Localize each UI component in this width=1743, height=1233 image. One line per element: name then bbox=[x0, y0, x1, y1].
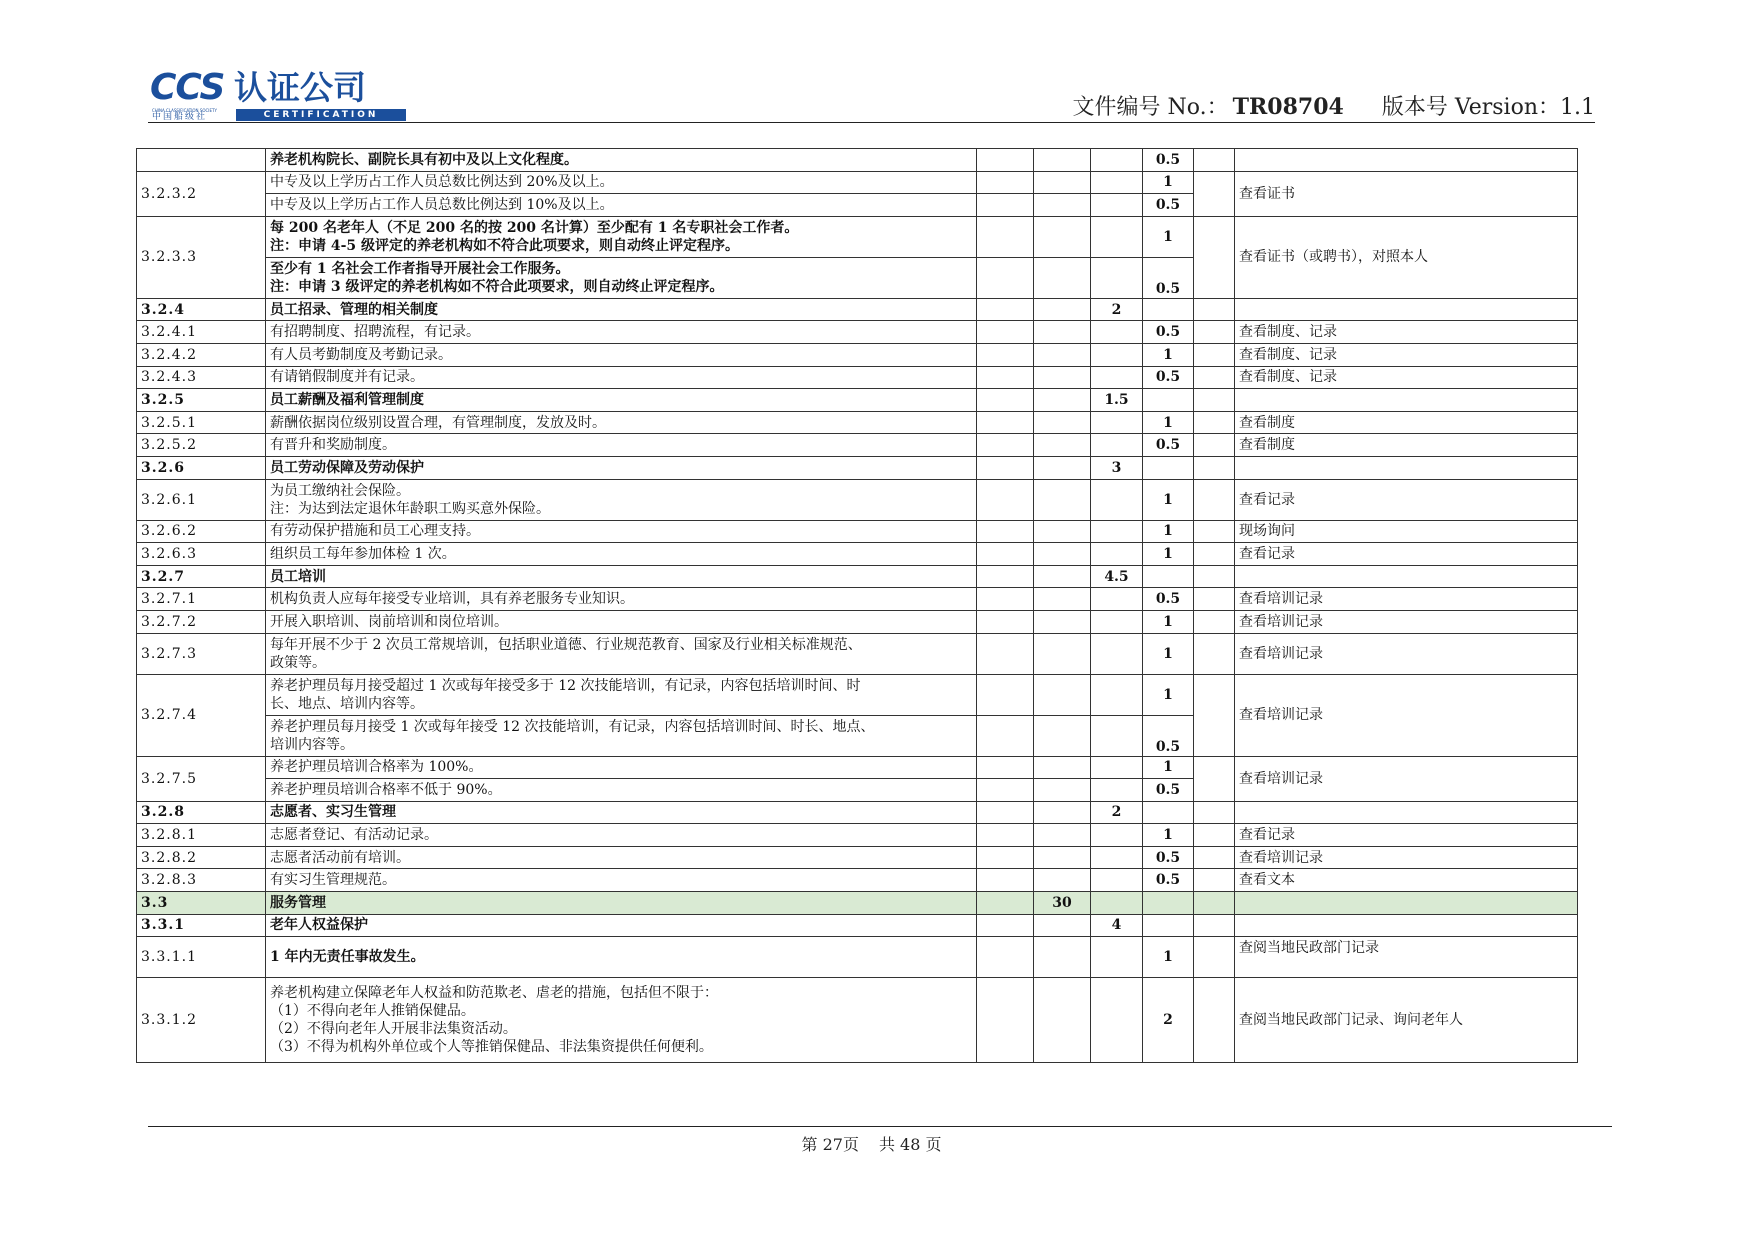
row-item: 有劳动保护措施和员工心理支持。 bbox=[266, 520, 977, 543]
row-method: 查看制度、记录 bbox=[1235, 343, 1578, 366]
row-item bbox=[266, 715, 977, 756]
row-score: 0.5 bbox=[1143, 257, 1194, 298]
row-item-line: 养老护理员每月接受 1 次或每年接受 12 次技能培训，有记录，内容包括培训时间、时长、地点、 bbox=[270, 718, 875, 735]
row-item-line: 至少有 1 名社会工作者指导开展社会工作服务。 bbox=[270, 260, 570, 277]
row-item: 员工劳动保障及劳动保护 bbox=[266, 456, 977, 479]
row-score: 1 bbox=[1143, 520, 1194, 543]
row-subtotal: 4.5 bbox=[1091, 565, 1143, 588]
row-item: 员工招录、管理的相关制度 bbox=[266, 298, 977, 321]
row-item: 志愿者活动前有培训。 bbox=[266, 846, 977, 869]
row-code: 3.2.5 bbox=[137, 389, 266, 412]
row-item: 有人员考勤制度及考勤记录。 bbox=[266, 343, 977, 366]
logo-subtitle-cn: 中国船级社 bbox=[152, 112, 208, 122]
row-code: 3.2.8.1 bbox=[137, 824, 266, 847]
row-method: 查看培训记录 bbox=[1235, 756, 1578, 801]
row-item: 有实习生管理规范。 bbox=[266, 869, 977, 892]
logo-ccs-text: CCS bbox=[150, 67, 225, 108]
row-item: 有晋升和奖励制度。 bbox=[266, 434, 977, 457]
row-subtotal: 4 bbox=[1091, 914, 1143, 937]
table-row-section bbox=[137, 565, 1578, 588]
table-row bbox=[137, 520, 1578, 543]
row-method: 查阅当地民政部门记录、询问老年人 bbox=[1235, 978, 1578, 1063]
table-row-section bbox=[137, 298, 1578, 321]
row-item: 有招聘制度、招聘流程，有记录。 bbox=[266, 321, 977, 344]
row-code: 3.2.6.1 bbox=[137, 479, 266, 520]
row-score: 1 bbox=[1143, 610, 1194, 633]
row-item bbox=[266, 479, 977, 520]
row-item: 员工培训 bbox=[266, 565, 977, 588]
row-item-line: 养老护理员每月接受超过 1 次或每年接受多于 12 次技能培训，有记录，内容包括培训时间、时 bbox=[270, 677, 861, 694]
row-code: 3.2.8 bbox=[137, 801, 266, 824]
row-score: 1 bbox=[1143, 343, 1194, 366]
row-score: 0.5 bbox=[1143, 149, 1194, 172]
row-score: 1 bbox=[1143, 674, 1194, 715]
document-meta bbox=[1073, 90, 1595, 121]
footer-divider bbox=[148, 1126, 1612, 1127]
table-row bbox=[137, 978, 1578, 1063]
row-code: 3.2.4.3 bbox=[137, 366, 266, 389]
row-code: 3.2.7.1 bbox=[137, 588, 266, 611]
row-code: 3.2.4.2 bbox=[137, 343, 266, 366]
page-footer bbox=[0, 1132, 1743, 1155]
table-row bbox=[137, 171, 1578, 194]
row-score: 1 bbox=[1143, 543, 1194, 566]
row-score: 0.5 bbox=[1143, 869, 1194, 892]
row-score: 0.5 bbox=[1143, 434, 1194, 457]
version-number: 1.1 bbox=[1560, 95, 1595, 120]
row-method: 查看记录 bbox=[1235, 824, 1578, 847]
logo-company-name: 认证公司 bbox=[234, 68, 366, 107]
table-row bbox=[137, 321, 1578, 344]
table-row bbox=[137, 633, 1578, 674]
row-method: 查看制度、记录 bbox=[1235, 366, 1578, 389]
row-code: 3.3.1.2 bbox=[137, 978, 266, 1063]
row-method bbox=[1235, 149, 1578, 172]
table-row bbox=[137, 674, 1578, 715]
row-item-line: 养老机构建立保障老年人权益和防范欺老、虐老的措施，包括但不限于： bbox=[270, 985, 718, 1002]
row-item: 老年人权益保护 bbox=[266, 914, 977, 937]
row-item-note: 注：为达到法定退休年龄职工购买意外保险。 bbox=[270, 500, 550, 517]
doc-number: TR08704 bbox=[1232, 94, 1344, 120]
logo-certification-bar: CERTIFICATION bbox=[236, 109, 406, 121]
logo-subtitle-en: CHINA CLASSIFICATION SOCIETY bbox=[152, 108, 217, 113]
row-item-line: 每年开展不少于 2 次员工常规培训，包括职业道德、行业规范教育、国家及行业相关标准规范、 bbox=[270, 636, 862, 653]
row-method: 查看记录 bbox=[1235, 479, 1578, 520]
row-score: 1 bbox=[1143, 411, 1194, 434]
row-item bbox=[266, 257, 977, 298]
row-code: 3.2.5.2 bbox=[137, 434, 266, 457]
table-row-section bbox=[137, 456, 1578, 479]
table-row bbox=[137, 434, 1578, 457]
row-code: 3.2.7.2 bbox=[137, 610, 266, 633]
row-code: 3.2.8.3 bbox=[137, 869, 266, 892]
row-code: 3.2.7.3 bbox=[137, 633, 266, 674]
row-subtotal: 1.5 bbox=[1091, 389, 1143, 412]
row-item: 服务管理 bbox=[266, 892, 977, 915]
row-item-line: （1）不得向老年人推销保健品。 bbox=[270, 1003, 475, 1020]
table-row-chapter bbox=[137, 892, 1578, 915]
table-row bbox=[137, 216, 1578, 257]
table-row-section bbox=[137, 389, 1578, 412]
table-row bbox=[137, 937, 1578, 978]
row-item: 机构负责人应每年接受专业培训，具有养老服务专业知识。 bbox=[266, 588, 977, 611]
table-row bbox=[137, 824, 1578, 847]
table-row-section bbox=[137, 914, 1578, 937]
row-method: 查看文本 bbox=[1235, 869, 1578, 892]
row-item: 员工薪酬及福利管理制度 bbox=[266, 389, 977, 412]
row-item-line: 长、地点、培训内容等。 bbox=[270, 695, 424, 712]
row-item-line: 政策等。 bbox=[270, 654, 326, 671]
row-code: 3.2.6.3 bbox=[137, 543, 266, 566]
row-item bbox=[266, 978, 977, 1063]
row-item-note: 注：申请 4-5 级评定的养老机构如不符合此项要求，则自动终止评定程序。 bbox=[270, 237, 740, 254]
row-item-note: 注：申请 3 级评定的养老机构如不符合此项要求，则自动终止评定程序。 bbox=[270, 278, 724, 295]
row-item bbox=[266, 216, 977, 257]
row-code: 3.2.4.1 bbox=[137, 321, 266, 344]
row-item-line: 为员工缴纳社会保险。 bbox=[270, 482, 410, 499]
row-method: 查看培训记录 bbox=[1235, 610, 1578, 633]
row-code: 3.2.7.5 bbox=[137, 756, 266, 801]
row-item: 1 年内无责任事故发生。 bbox=[266, 937, 977, 978]
row-method: 查看制度 bbox=[1235, 434, 1578, 457]
row-score: 0.5 bbox=[1143, 846, 1194, 869]
row-subtotal: 2 bbox=[1091, 298, 1143, 321]
row-item-line: 培训内容等。 bbox=[270, 736, 354, 753]
row-method: 查看制度 bbox=[1235, 411, 1578, 434]
table-row bbox=[137, 543, 1578, 566]
ccs-logo bbox=[150, 68, 410, 120]
row-code: 3.2.6.2 bbox=[137, 520, 266, 543]
table-row bbox=[137, 149, 1578, 172]
row-score: 1 bbox=[1143, 937, 1194, 978]
version-label: 版本号 Version： bbox=[1381, 95, 1560, 120]
row-code bbox=[137, 149, 266, 172]
row-score: 0.5 bbox=[1143, 588, 1194, 611]
row-score: 0.5 bbox=[1143, 194, 1194, 217]
row-item: 养老护理员培训合格率为 100%。 bbox=[266, 756, 977, 779]
row-score: 0.5 bbox=[1143, 321, 1194, 344]
row-item: 中专及以上学历占工作人员总数比例达到 20%及以上。 bbox=[266, 171, 977, 194]
row-method: 查看制度、记录 bbox=[1235, 321, 1578, 344]
row-item-line: 每 200 名老年人（不足 200 名的按 200 名计算）至少配有 1 名专职社会工作者。 bbox=[270, 219, 799, 236]
table-row bbox=[137, 411, 1578, 434]
row-code: 3.2.7.4 bbox=[137, 674, 266, 756]
table-row bbox=[137, 588, 1578, 611]
row-item: 志愿者、实习生管理 bbox=[266, 801, 977, 824]
row-code: 3.2.4 bbox=[137, 298, 266, 321]
row-item: 养老机构院长、副院长具有初中及以上文化程度。 bbox=[266, 149, 977, 172]
row-method: 查看证书（或聘书），对照本人 bbox=[1235, 216, 1578, 298]
table-row bbox=[137, 869, 1578, 892]
page-number: 第 27页 bbox=[801, 1135, 859, 1154]
row-score: 1 bbox=[1143, 633, 1194, 674]
row-item bbox=[266, 633, 977, 674]
row-method: 查看培训记录 bbox=[1235, 588, 1578, 611]
row-score: 2 bbox=[1143, 978, 1194, 1063]
row-method: 现场询问 bbox=[1235, 520, 1578, 543]
row-item-line: （3）不得为机构外单位或个人等推销保健品、非法集资提供任何便利。 bbox=[270, 1039, 713, 1056]
row-code: 3.2.8.2 bbox=[137, 846, 266, 869]
row-score: 0.5 bbox=[1143, 715, 1194, 756]
row-method: 查看培训记录 bbox=[1235, 846, 1578, 869]
row-code: 3.2.7 bbox=[137, 565, 266, 588]
row-item: 薪酬依据岗位级别设置合理，有管理制度，发放及时。 bbox=[266, 411, 977, 434]
row-method: 查看证书 bbox=[1235, 171, 1578, 216]
row-chapter-total: 30 bbox=[1034, 892, 1091, 915]
row-score: 1 bbox=[1143, 824, 1194, 847]
row-score: 1 bbox=[1143, 171, 1194, 194]
row-code: 3.2.3.2 bbox=[137, 171, 266, 216]
table-row bbox=[137, 479, 1578, 520]
row-code: 3.3.1.1 bbox=[137, 937, 266, 978]
row-subtotal: 3 bbox=[1091, 456, 1143, 479]
row-code: 3.3.1 bbox=[137, 914, 266, 937]
row-item: 开展入职培训、岗前培训和岗位培训。 bbox=[266, 610, 977, 633]
row-method: 查阅当地民政部门记录 bbox=[1235, 937, 1578, 978]
row-item: 组织员工每年参加体检 1 次。 bbox=[266, 543, 977, 566]
row-subtotal: 2 bbox=[1091, 801, 1143, 824]
row-code: 3.3 bbox=[137, 892, 266, 915]
table-row bbox=[137, 366, 1578, 389]
doc-number-label: 文件编号 No.： bbox=[1072, 95, 1229, 120]
assessment-table bbox=[136, 148, 1578, 1063]
row-method: 查看培训记录 bbox=[1235, 633, 1578, 674]
row-score: 0.5 bbox=[1143, 779, 1194, 802]
table-row-section bbox=[137, 801, 1578, 824]
table-row bbox=[137, 610, 1578, 633]
row-item: 有请销假制度并有记录。 bbox=[266, 366, 977, 389]
row-score: 1 bbox=[1143, 479, 1194, 520]
table-row bbox=[137, 343, 1578, 366]
row-item-line: （2）不得向老年人开展非法集资活动。 bbox=[270, 1021, 517, 1038]
row-method: 查看培训记录 bbox=[1235, 674, 1578, 756]
row-code: 3.2.5.1 bbox=[137, 411, 266, 434]
row-score: 0.5 bbox=[1143, 366, 1194, 389]
row-method: 查看记录 bbox=[1235, 543, 1578, 566]
row-item: 中专及以上学历占工作人员总数比例达到 10%及以上。 bbox=[266, 194, 977, 217]
row-item bbox=[266, 674, 977, 715]
row-score: 1 bbox=[1143, 756, 1194, 779]
header-divider bbox=[148, 122, 1595, 123]
row-item: 志愿者登记、有活动记录。 bbox=[266, 824, 977, 847]
row-code: 3.2.3.3 bbox=[137, 216, 266, 298]
table-row bbox=[137, 756, 1578, 779]
page-total: 共 48 页 bbox=[878, 1135, 942, 1154]
row-score: 1 bbox=[1143, 216, 1194, 257]
table-row bbox=[137, 846, 1578, 869]
row-code: 3.2.6 bbox=[137, 456, 266, 479]
row-item: 养老护理员培训合格率不低于 90%。 bbox=[266, 779, 977, 802]
